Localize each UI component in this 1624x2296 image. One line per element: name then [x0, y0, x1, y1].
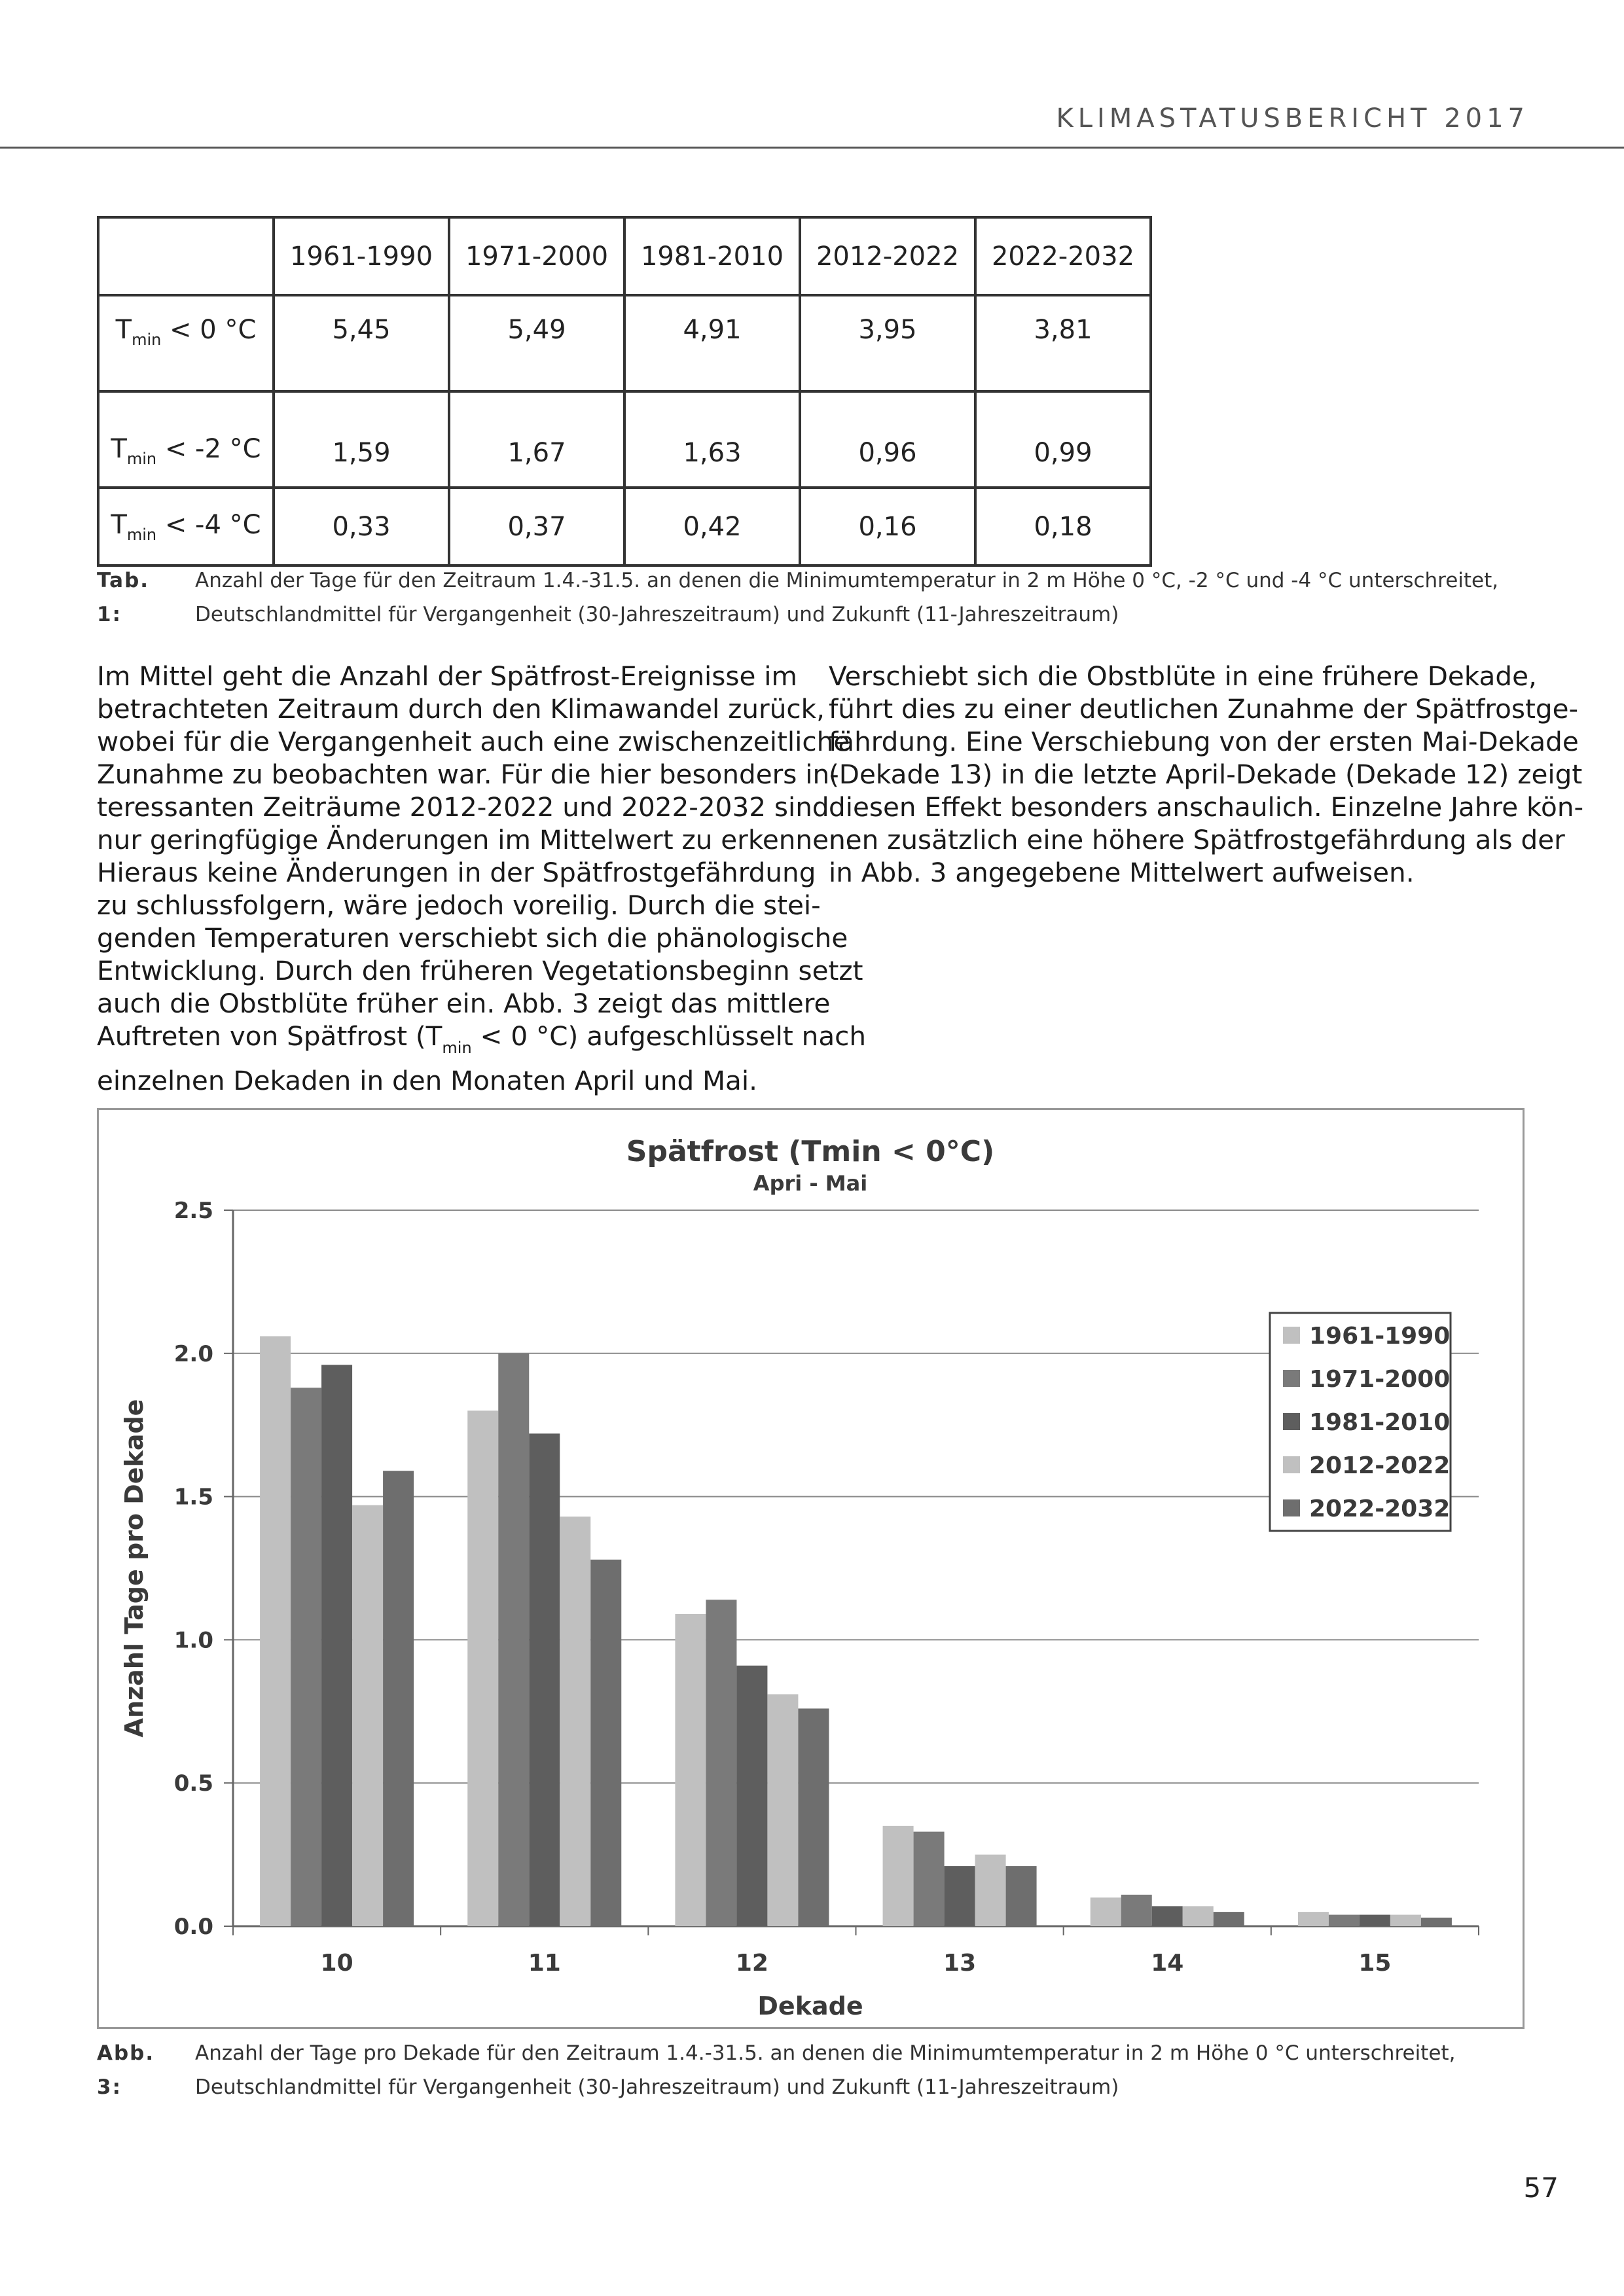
- bar: [529, 1433, 560, 1926]
- bar: [767, 1695, 798, 1926]
- table-cell: 1,67: [449, 391, 624, 488]
- bar: [321, 1365, 352, 1926]
- table-cell: 0,16: [800, 488, 975, 565]
- table-caption-line: Anzahl der Tage für den Zeitraum 1.4.-31.5. an denen die Minimumtemperatur in 2 m Höhe 0 °C, -2 °C und -4 °C unterschreitet,: [195, 569, 1499, 592]
- x-tick-label: 12: [735, 1950, 768, 1977]
- table-corner-cell: [98, 217, 274, 295]
- spaetfrost-chart: [99, 1110, 1523, 2027]
- x-tick-label: 14: [1151, 1950, 1184, 1977]
- y-tick-label: 1.5: [173, 1484, 213, 1511]
- bar: [1006, 1866, 1037, 1926]
- bar: [1214, 1912, 1244, 1926]
- legend-label: 1981-2010: [1309, 1409, 1451, 1436]
- table-cell: 1,59: [274, 391, 449, 488]
- table-cell: 5,49: [449, 295, 624, 391]
- legend-swatch: [1283, 1456, 1300, 1473]
- table-col-header: 1961-1990: [274, 217, 449, 295]
- table-cell: 3,81: [975, 295, 1151, 391]
- table-cell: 5,45: [274, 295, 449, 391]
- bar: [352, 1505, 383, 1926]
- bar: [1329, 1914, 1360, 1926]
- table-row-label: $T_{min} < -2$ °C: [98, 391, 274, 488]
- table-caption-label: Tab. 1:: [97, 569, 150, 626]
- bar: [383, 1471, 414, 1926]
- body-line: (Dekade 13) in die letzte April-Dekade (Dekade 12) zeigt: [829, 759, 1583, 790]
- bar: [706, 1600, 736, 1926]
- table-cell: 0,42: [624, 488, 800, 565]
- table-cell: 4,91: [624, 295, 800, 391]
- figure-caption-line: Deutschlandmittel für Vergangenheit (30-Jahreszeitraum) und Zukunft (11-Jahreszeitraum): [195, 2075, 1119, 2099]
- table-cell: 0,33: [274, 488, 449, 565]
- x-axis-label: Dekade: [757, 1992, 863, 2020]
- y-tick-label: 2.0: [173, 1340, 213, 1367]
- body-column-left: [97, 660, 867, 1097]
- body-line: Verschiebt sich die Obstblüte in eine frühere Dekade,: [829, 660, 1537, 692]
- table-row: [98, 295, 1151, 391]
- bar: [736, 1666, 767, 1926]
- table-cell: 0,37: [449, 488, 624, 565]
- x-tick-label: 11: [528, 1950, 561, 1977]
- bar: [467, 1410, 498, 1926]
- body-line: Zunahme zu beobachten war. Für die hier besonders in-: [97, 759, 839, 790]
- y-tick-label: 0.0: [173, 1914, 213, 1940]
- table-cell: 0,18: [975, 488, 1151, 565]
- table-cell: 3,95: [800, 295, 975, 391]
- body-line: einzelnen Dekaden in den Monaten April und Mai.: [97, 1065, 757, 1096]
- table-cell: 0,99: [975, 391, 1151, 488]
- bar: [1421, 1918, 1452, 1926]
- bar: [945, 1866, 975, 1926]
- bar: [914, 1832, 945, 1926]
- table-col-header: 2012-2022: [800, 217, 975, 295]
- body-line: teressanten Zeiträume 2012-2022 und 2022-2032 sind: [97, 791, 829, 823]
- figure-caption-label: Abb. 3:: [97, 2041, 155, 2099]
- table-col-header: 1981-2010: [624, 217, 800, 295]
- bar: [975, 1855, 1006, 1926]
- body-line: genden Temperaturen verschiebt sich die phänologische: [97, 922, 848, 954]
- body-line: betrachteten Zeitraum durch den Klimawandel zurück,: [97, 693, 825, 725]
- table-caption-line: Deutschlandmittel für Vergangenheit (30-Jahreszeitraum) und Zukunft (11-Jahreszeitraum): [195, 603, 1119, 626]
- y-tick-label: 2.5: [173, 1198, 213, 1224]
- bar: [291, 1388, 321, 1926]
- bar: [1360, 1914, 1390, 1926]
- table-cell: 0,96: [800, 391, 975, 488]
- table-cell: 1,63: [624, 391, 800, 488]
- body-line: diesen Effekt besonders anschaulich. Einzelne Jahre kön-: [829, 791, 1584, 823]
- body-line: auch die Obstblüte früher ein. Abb. 3 zeigt das mittlere: [97, 988, 831, 1019]
- body-line: Im Mittel geht die Anzahl der Spätfrost-Ereignisse im: [97, 660, 797, 692]
- legend-swatch: [1283, 1327, 1300, 1344]
- table-col-header: 1971-2000: [449, 217, 624, 295]
- y-tick-label: 0.5: [173, 1770, 213, 1797]
- body-line: Hieraus keine Änderungen in der Spätfrostgefährdung: [97, 857, 816, 888]
- bar: [1121, 1895, 1152, 1926]
- legend-label: 2022-2032: [1309, 1496, 1451, 1522]
- legend-label: 2012-2022: [1309, 1452, 1451, 1479]
- y-tick-label: 1.0: [173, 1627, 213, 1654]
- bar: [1183, 1906, 1214, 1926]
- legend-label: 1961-1990: [1309, 1323, 1451, 1350]
- bar: [260, 1336, 291, 1926]
- figure-caption-line: Anzahl der Tage pro Dekade für den Zeitraum 1.4.-31.5. an denen die Minimumtemperatur in 2 m Höhe 0 °C unterschreitet,: [195, 2041, 1456, 2065]
- bar: [590, 1560, 621, 1926]
- bar: [798, 1708, 829, 1926]
- table-row: [98, 488, 1151, 565]
- table-row: [98, 391, 1151, 488]
- body-line: nur geringfügige Änderungen im Mittelwert zu erkennen.: [97, 824, 854, 855]
- table-row-label: $T_{min} < 0$ °C: [98, 295, 274, 391]
- chart-frame: [97, 1108, 1525, 2029]
- bar: [883, 1826, 914, 1926]
- page-number: 57: [1523, 2172, 1559, 2204]
- legend-swatch: [1283, 1413, 1300, 1430]
- y-axis-label: Anzahl Tage pro Dekade: [120, 1399, 149, 1738]
- body-line: Entwicklung. Durch den früheren Vegetationsbeginn setzt: [97, 955, 863, 986]
- bar: [1091, 1897, 1121, 1926]
- bar: [498, 1354, 529, 1926]
- legend-swatch: [1283, 1370, 1300, 1387]
- body-column-right: [829, 660, 1584, 889]
- frost-days-table: [97, 216, 1152, 567]
- body-line: in Abb. 3 angegebene Mittelwert aufweisen.: [829, 857, 1415, 888]
- table-col-header: 2022-2032: [975, 217, 1151, 295]
- bar: [675, 1614, 706, 1926]
- bar: [1298, 1912, 1329, 1926]
- bar: [1152, 1906, 1183, 1926]
- x-tick-label: 15: [1358, 1950, 1392, 1977]
- x-tick-label: 13: [943, 1950, 977, 1977]
- body-line: führt dies zu einer deutlichen Zunahme der Spätfrostge-: [829, 693, 1579, 725]
- body-line: zu schlussfolgern, wäre jedoch voreilig. Durch die stei-: [97, 889, 821, 921]
- body-line: nen zusätzlich eine höhere Spätfrostgefährdung als der: [829, 824, 1565, 855]
- legend-label: 1971-2000: [1309, 1366, 1451, 1393]
- body-line: Auftreten von Spätfrost ($T_{min} < 0$ °C) aufgeschlüsselt nach: [97, 1020, 867, 1057]
- table-row-label: $T_{min} < -4$ °C: [98, 488, 274, 565]
- x-tick-label: 10: [320, 1950, 353, 1977]
- table-header-row: [98, 217, 1151, 295]
- chart-title: Spätfrost (Tmin < 0°C): [626, 1135, 995, 1168]
- bar: [560, 1516, 590, 1926]
- running-header: KLIMASTATUSBERICHT 2017: [1056, 103, 1529, 134]
- header-rule: [0, 147, 1624, 149]
- legend-swatch: [1283, 1499, 1300, 1516]
- body-line: wobei für die Vergangenheit auch eine zwischenzeitliche: [97, 726, 850, 757]
- body-line: fährdung. Eine Verschiebung von der ersten Mai-Dekade: [829, 726, 1579, 757]
- chart-subtitle: Apri - Mai: [753, 1171, 868, 1196]
- bar: [1390, 1914, 1421, 1926]
